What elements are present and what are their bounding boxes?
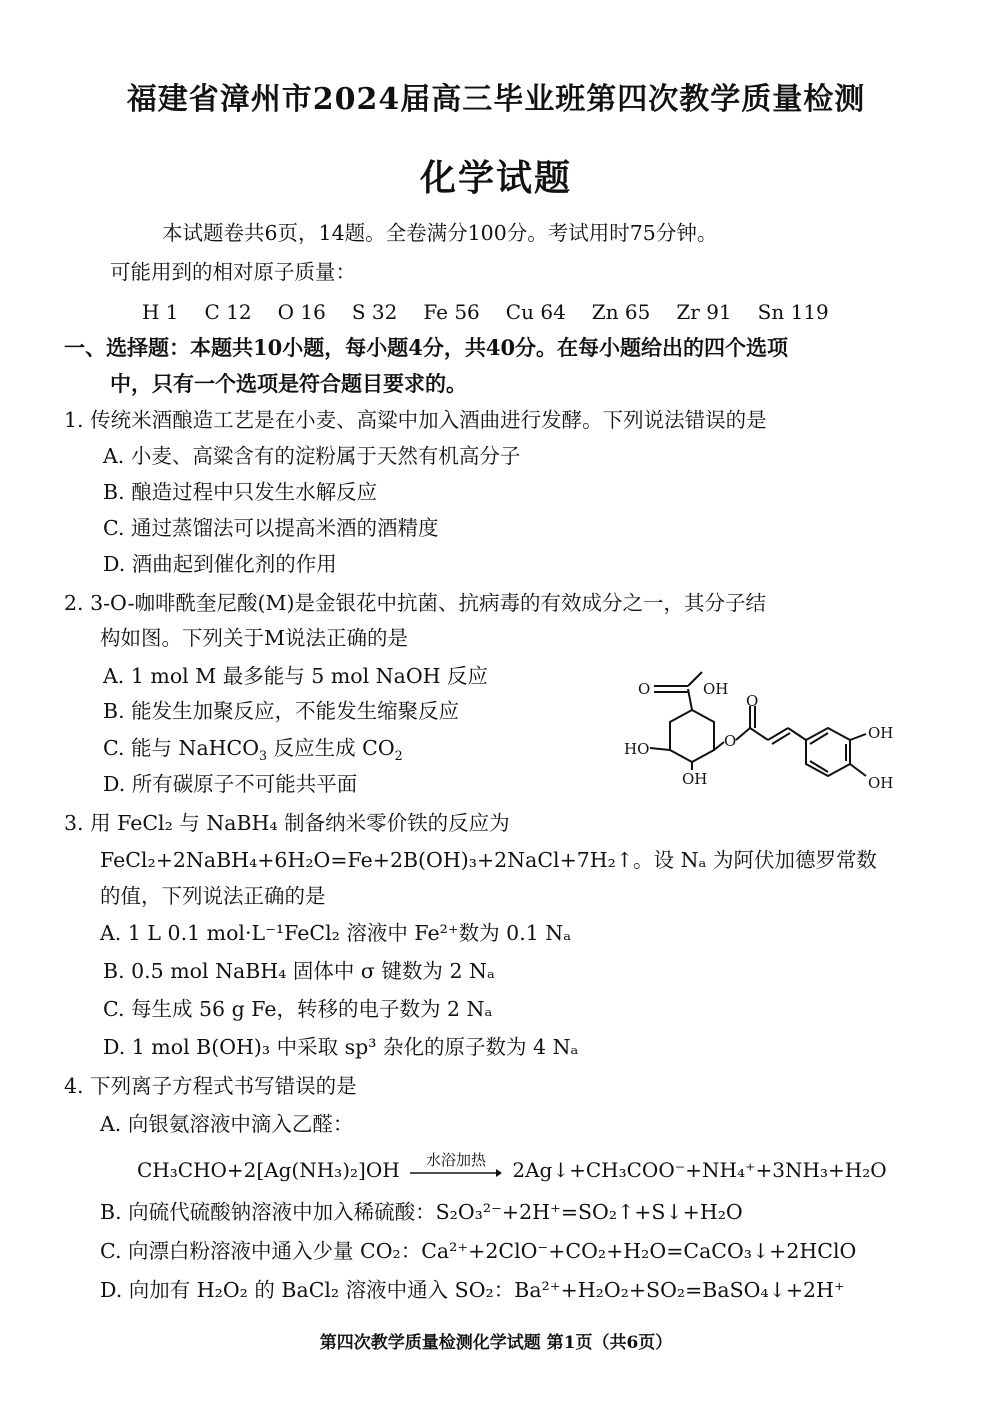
mol-o-label: O — [638, 680, 651, 698]
section-heading: 一、选择题：本题共10小题，每小题4分，共40分。在每小题给出的四个选项 — [64, 335, 789, 360]
q4-option-a-equation: CH₃CHO+2[Ag(NH₃)₂]OH 水浴加热 2Ag↓+CH₃COO⁻+NH₄⁺+3NH₃+H₂O — [137, 1150, 887, 1182]
section-heading-cont: 中，只有一个选项是符合题目要求的。 — [110, 371, 467, 396]
q2-stem: 2. 3-O-咖啡酰奎尼酸(M)是金银花中抗菌、抗病毒的有效成分之一，其分子结 — [64, 591, 767, 615]
q3-stem-cont: 的值，下列说法正确的是 — [100, 884, 326, 908]
q4-option-c: C. 向漂白粉溶液中通入少量 CO₂：Ca²⁺+2ClO⁻+CO₂+H₂O=CaCO₃↓+2HClO — [100, 1239, 857, 1263]
q1-option-b: B. 酿造过程中只发生水解反应 — [103, 480, 378, 504]
q3-option-c: C. 每生成 56 g Fe，转移的电子数为 2 Nₐ — [103, 997, 493, 1021]
q2-option-a: A. 1 mol M 最多能与 5 mol NaOH 反应 — [103, 664, 489, 688]
q2-option-c: C. 能与 NaHCO$_3$ 反应生成 $CO_2$ — [103, 736, 403, 764]
masses-label: 可能用到的相对原子质量： — [110, 260, 356, 284]
mol-oh-label: OH — [682, 770, 708, 788]
q2-stem-cont: 构如图。下列关于M说法正确的是 — [100, 626, 408, 650]
q1-option-d: D. 酒曲起到催化剂的作用 — [103, 552, 337, 576]
mass-item: O 16 — [277, 300, 326, 324]
exam-title: 福建省漳州市2024届高三毕业班第四次教学质量检测 — [126, 82, 866, 117]
mass-item: Zr 91 — [676, 300, 732, 324]
exam-info: 本试题卷共6页，14题。全卷满分100分。考试用时75分钟。 — [162, 221, 718, 245]
mol-oh-label: OH — [868, 724, 894, 742]
q1-stem: 1. 传统米酒酿造工艺是在小麦、高粱中加入酒曲进行发酵。下列说法错误的是 — [64, 408, 767, 432]
mass-item: C 12 — [204, 300, 252, 324]
mass-item: S 32 — [351, 300, 398, 324]
q4-option-d: D. 向加有 H₂O₂ 的 BaCl₂ 溶液中通入 SO₂：Ba²⁺+H₂O₂+SO₂=BaSO₄↓+2H⁺ — [100, 1278, 845, 1302]
q1-option-c: C. 通过蒸馏法可以提高米酒的酒精度 — [103, 516, 439, 540]
mol-ho-label: HO — [624, 740, 650, 758]
q4-stem: 4. 下列离子方程式书写错误的是 — [64, 1074, 357, 1098]
q4-option-b: B. 向硫代硫酸钠溶液中加入稀硫酸：S₂O₃²⁻+2H⁺=SO₂↑+S↓+H₂O — [100, 1200, 743, 1224]
q1-option-a: A. 小麦、高粱含有的淀粉属于天然有机高分子 — [103, 444, 521, 468]
mass-item: Sn 119 — [757, 300, 829, 324]
q3-option-a: A. 1 L 0.1 mol·L⁻¹FeCl₂ 溶液中 Fe²⁺数为 0.1 Nₐ — [100, 921, 572, 945]
page-footer: 第四次教学质量检测化学试题 第1页（共6页） — [319, 1333, 673, 1353]
mol-oh-label: OH — [703, 680, 729, 698]
mass-item: Fe 56 — [423, 300, 480, 324]
q2-option-d: D. 所有碳原子不可能共平面 — [103, 772, 358, 796]
mol-o-label: O — [724, 732, 737, 750]
atomic-masses — [142, 294, 855, 330]
mass-item: Zn 65 — [591, 300, 651, 324]
subject-title: 化学试题 — [419, 157, 572, 199]
q3-stem: 3. 用 FeCl₂ 与 NaBH₄ 制备纳米零价铁的反应为 — [64, 811, 510, 835]
q3-equation: FeCl₂+2NaBH₄+6H₂O=Fe+2B(OH)₃+2NaCl+7H₂↑。设 Nₐ 为阿伏加德罗常数 — [100, 848, 877, 872]
q3-option-d: D. 1 mol B(OH)₃ 中采取 sp³ 杂化的原子数为 4 Nₐ — [103, 1035, 579, 1059]
mol-o-label: O — [746, 692, 759, 710]
q4-option-a: A. 向银氨溶液中滴入乙醛： — [100, 1112, 354, 1136]
q3-option-b: B. 0.5 mol NaBH₄ 固体中 σ 键数为 2 Nₐ — [103, 959, 495, 983]
mass-item: H 1 — [142, 300, 179, 324]
mass-item: Cu 64 — [505, 300, 566, 324]
reaction-arrow: 水浴加热 — [410, 1162, 502, 1182]
mol-oh-label: OH — [868, 774, 894, 792]
q2-option-b: B. 能发生加聚反应，不能发生缩聚反应 — [103, 699, 460, 723]
molecule-structure — [610, 666, 910, 796]
